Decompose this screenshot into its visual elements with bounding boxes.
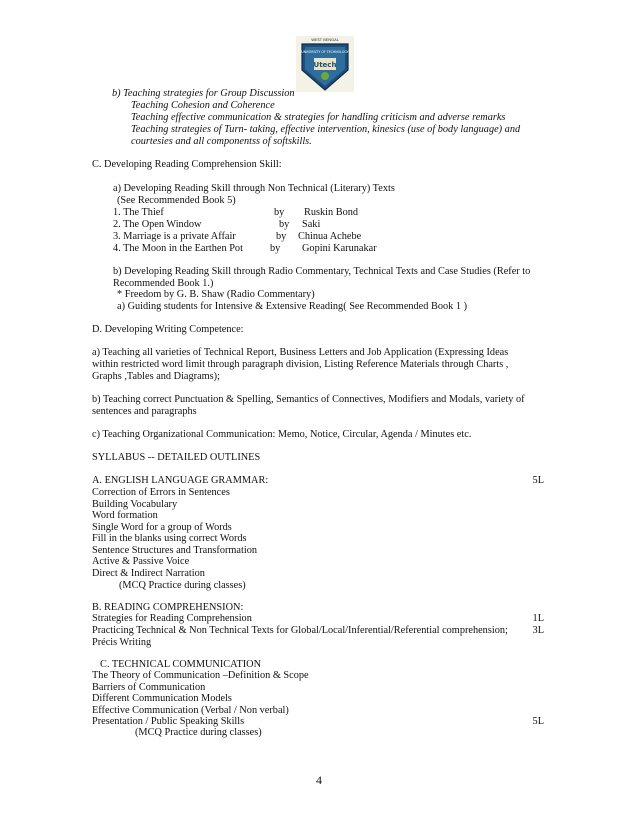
para-a-line: within restricted word limit through paragraph division, Listing Reference Materials through Charts , xyxy=(92,359,509,370)
part-a-item: Active & Passive Voice xyxy=(92,556,190,567)
part-c-mcq: (MCQ Practice during classes) xyxy=(135,727,262,738)
text-author: Ruskin Bond xyxy=(304,207,359,218)
text-title: 1. The Thief xyxy=(113,207,164,218)
page-number: 4 xyxy=(316,773,322,787)
section-b-line: Teaching Cohesion and Coherence xyxy=(131,100,275,111)
part-c-presentation-marks: 5L xyxy=(532,716,544,727)
para-b-line: b) Teaching correct Punctuation & Spelling, Semantics of Connectives, Modifiers and Modals, variety of xyxy=(92,394,525,405)
part-a-heading: A. ENGLISH LANGUAGE GRAMMAR: xyxy=(92,475,269,486)
university-logo xyxy=(296,36,354,92)
part-a-mcq: (MCQ Practice during classes) xyxy=(119,580,246,591)
part-a-item: Word formation xyxy=(92,510,158,521)
logo-line2: UNIVERSITY OF TECHNOLOGY xyxy=(301,50,349,54)
radio-commentary-line1: b) Developing Reading Skill through Radio Commentary, Technical Texts and Case Studies (Refer to xyxy=(113,266,531,277)
logo-line1: WEST BENGAL xyxy=(311,37,339,42)
part-c-presentation: Presentation / Public Speaking Skills xyxy=(92,716,245,727)
para-a-line: a) Teaching all varieties of Technical Report, Business Letters and Job Application (Expressing Ideas xyxy=(92,347,509,358)
part-a-item: Building Vocabulary xyxy=(92,499,178,510)
recommended-book-ref: (See Recommended Book 5) xyxy=(117,195,236,206)
freedom-line: * Freedom by G. B. Shaw (Radio Commentary) xyxy=(117,289,315,300)
part-c-heading: C. TECHNICAL COMMUNICATION xyxy=(100,659,262,670)
radio-commentary-line2: Recommended Book 1.) xyxy=(113,278,214,289)
section-b-line: courtesies and all componentss of softskills. xyxy=(131,136,312,147)
text-title: 4. The Moon in the Earthen Pot xyxy=(113,243,243,254)
part-b-heading: B. READING COMPREHENSION: xyxy=(92,602,244,613)
para-a-line: Graphs ,Tables and Diagrams); xyxy=(92,371,220,382)
part-c-item: Effective Communication (Verbal / Non verbal) xyxy=(92,705,289,716)
part-a-item: Direct & Indirect Narration xyxy=(92,568,205,579)
part-a-item: Fill in the blanks using correct Words xyxy=(92,533,247,544)
section-b-line: Teaching effective communication & strategies for handling criticism and adverse remarks xyxy=(131,112,506,123)
part-a-item: Single Word for a group of Words xyxy=(92,522,232,533)
part-b-line1-marks: 1L xyxy=(532,613,544,624)
part-c-item: Different Communication Models xyxy=(92,693,232,704)
section-b-line: Teaching strategies of Turn- taking, effective intervention, kinesics (use of body language) and xyxy=(131,124,521,135)
text-by: by xyxy=(270,243,281,254)
text-by: by xyxy=(276,231,287,242)
reading-skill-heading: a) Developing Reading Skill through Non Technical (Literary) Texts xyxy=(113,183,395,194)
syllabus-heading: SYLLABUS -- DETAILED OUTLINES xyxy=(92,452,261,463)
text-title: 3. Marriage is a private Affair xyxy=(113,231,236,242)
section-d-heading: D. Developing Writing Competence: xyxy=(92,324,244,335)
group-discussion-heading: b) Teaching strategies for Group Discussion xyxy=(112,88,295,99)
part-c-item: The Theory of Communication –Definition & Scope xyxy=(92,670,309,681)
para-b-line: sentences and paragraphs xyxy=(92,406,197,417)
text-by: by xyxy=(274,207,285,218)
part-a-item: Sentence Structures and Transformation xyxy=(92,545,258,556)
part-b-line1: Strategies for Reading Comprehension xyxy=(92,613,252,624)
part-c-item: Barriers of Communication xyxy=(92,682,206,693)
text-title: 2. The Open Window xyxy=(113,219,202,230)
part-b-line2: Practicing Technical & Non Technical Texts for Global/Local/Inferential/Referential comprehension; xyxy=(92,625,508,636)
part-a-marks: 5L xyxy=(532,475,544,486)
part-a-item: Correction of Errors in Sentences xyxy=(92,487,230,498)
intensive-reading-line: a) Guiding students for Intensive & Extensive Reading( See Recommended Book 1 ) xyxy=(117,301,468,312)
part-b-line3: Précis Writing xyxy=(92,637,152,648)
section-c-heading: C. Developing Reading Comprehension Skill: xyxy=(92,159,282,170)
para-c-line: c) Teaching Organizational Communication: Memo, Notice, Circular, Agenda / Minutes etc. xyxy=(92,429,472,440)
text-by: by xyxy=(279,219,290,230)
part-b-line2-marks: 3L xyxy=(532,625,544,636)
text-author: Gopini Karunakar xyxy=(302,243,377,254)
text-author: Saki xyxy=(302,219,321,230)
logo-name: Utech xyxy=(313,61,337,69)
text-author: Chinua Achebe xyxy=(298,231,362,242)
